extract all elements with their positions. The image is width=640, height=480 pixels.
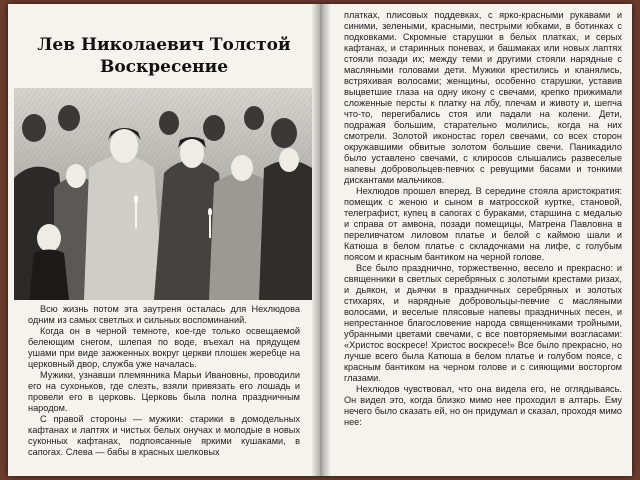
paragraph: С правой стороны — мужики: старики в домодельных кафтанах и лаптях и чистых белых онучах и молодые в новых суконных кафтанах, подпоясанные яркими кушаками, в сапогах. Слева — бабы в красных шелковых bbox=[28, 414, 300, 457]
paragraph: Нехлюдов чувствовал, что она видела его, не оглядываясь. Он видел это, когда близко мимо нее проходил в алтарь. Ему нечего было сказать ей, но он придумал и сказал, проходя мимо нее: bbox=[344, 384, 622, 427]
right-page-text bbox=[344, 10, 622, 428]
author-name: Лев Николаевич Толстой bbox=[37, 35, 291, 55]
paragraph: Все было празднично, торжественно, весело и прекрасно: и священники в светлых серебряных с золотыми крестами ризах, и дьякон, и дьячки в праздничных серебряных и золотых стихарях, и нарядные добровольцы-певчие с масляными волосами, и веселые плясовые напевы праздничных песен, и непрестанное благословение народа священниками тройными, убранными цветами свечами, с все повторяемыми возгласами: «Христос воскресе! Христос воскресе!» Все было прекрасно, но лучше всего была Катюша в белом платье и голубом поясе, с красным бантиком на черном голове и с сияющими восторгом глазами. bbox=[344, 263, 622, 383]
right-page bbox=[322, 4, 632, 476]
paragraph: Мужики, узнавши племянника Марьи Ивановны, проводили его на сухоньков, где слезть, взяли привязать его лошадь и провели его в церковь. Церковь была полна праздничным народом. bbox=[28, 370, 300, 413]
book-title: Воскресение bbox=[99, 57, 229, 77]
book-gutter bbox=[311, 4, 331, 476]
church-crowd-illustration bbox=[14, 88, 312, 300]
paragraph: Когда он в черной темноте, кое-где только освещаемой белеющим снегом, шлепая по воде, въехал на прядущем ушами при виде зажженных вокруг церкви плошек жеребце на церковный двор, служба уже началась. bbox=[28, 326, 300, 369]
paragraph: Нехлюдов прошел вперед. В середине стояла аристократия: помещик с женою и сыном в матросской куртке, становой, телеграфист, купец в сапогах с бураками, старшина с медалью и справа от амвона, позади помещицы, Матрена Павловна в переливчатом лиловом платье и белой с каймою шали и Катюша в белом платье с складочками на лифе, с голубым поясом и красным бантиком на черной голове. bbox=[344, 186, 622, 262]
book-heading bbox=[8, 34, 320, 78]
open-book bbox=[8, 4, 632, 476]
paragraph: платках, плисовых поддевках, с ярко-красными рукавами и синими, зелеными, красными, пестрыми юбками, в ботинках с подковками. Скромные старушки в белых платках, и серых кафтанах, и старинных поневах, и башмаках или новых лаптях стояли позади их; между теми и другими стояли нарядные с масляными головами дети. Мужики крестились и кланялись, встряхивая волосами; женщины, особенно старушки, уставив выцветшие глаза на одну икону с свечами, крепко прижимали сложенные персты к платку на лбу, плечам и животу и, шепча что-то, перегибались стоя или падали на колени. Дети, подражая большим, старательно молились, когда на них смотрели. Золотой иконостас горел свечами, со всех сторон окружавшими обвитые золотом большие свечи. Паникадило было уставлено свечами, с клиросов слышались развеселые напевы добровольцев-певчих с ревущими басами и тонкими дискантами мальчиков. bbox=[344, 10, 622, 185]
paragraph: Всю жизнь потом эта заутреня осталась для Нехлюдова одним из самых светлых и сильных воспоминаний. bbox=[28, 304, 300, 325]
left-page bbox=[8, 4, 320, 476]
left-page-text bbox=[28, 304, 300, 458]
